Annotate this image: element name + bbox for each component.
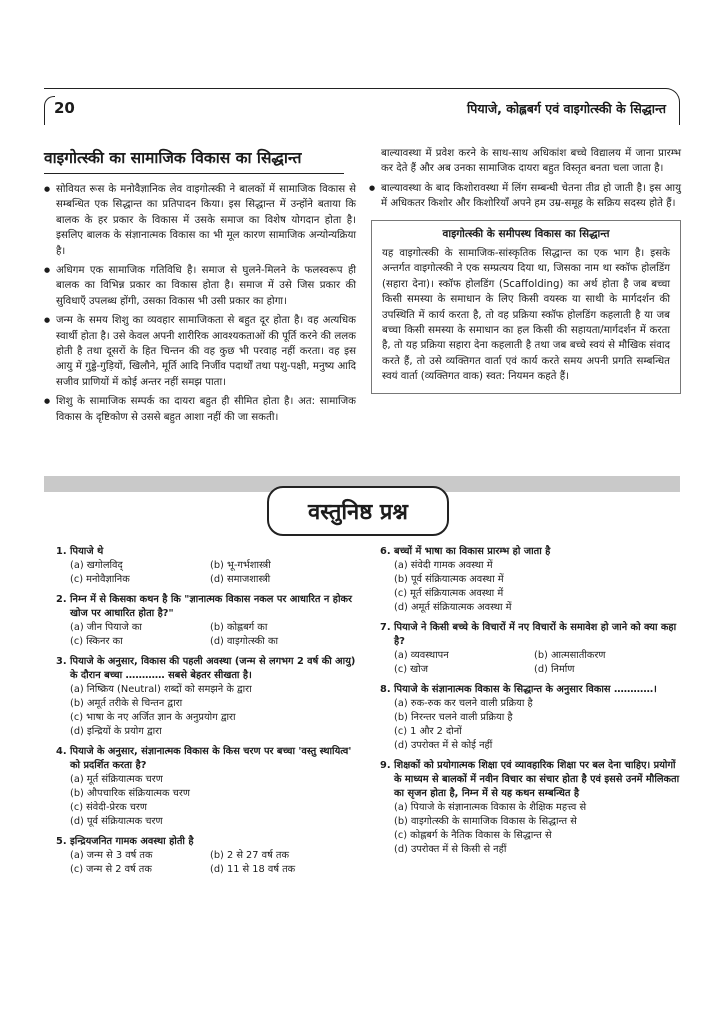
objective-questions-banner: वस्तुनिष्ठ प्रश्न [267,486,449,536]
question-item [380,545,680,615]
options-list [394,801,680,857]
question-number: 1. [56,546,67,557]
question-stem [56,655,356,683]
answer-option: (c) भाषा के नए अर्जित ज्ञान के अनुप्रयोग द्वारा [70,712,236,723]
answer-option: (d) उपरोक्त में से किसी से नहीं [394,844,507,855]
left-bullet-list [44,182,356,425]
answer-option: (c) मनोवैज्ञानिक [70,574,130,585]
bullet-item: ● शिशु के सामाजिक सम्पर्क का दायरा बहुत ही सीमित होता है। अत: सामाजिक विकास के दृष्टिकोण से उससे बहुत आशा नहीं की जा सकती। [44,394,356,425]
right-column [369,146,681,394]
options-list [70,773,356,829]
options-list [394,559,680,615]
answer-option: (c) संवेदी-प्रेरक चरण [70,802,148,813]
answer-option: (a) जीन पियाजे का [70,622,142,633]
answer-option: (d) अमूर्त संक्रियात्मक अवस्था में [394,602,512,613]
answer-option: (c) स्किनर का [70,636,123,647]
question-item [56,745,356,829]
running-title: पियाजे, कोह्लबर्ग एवं वाइगोत्स्की के सिद्धान्त [467,101,666,116]
answer-option: (c) खोज [394,664,428,675]
question-stem [56,593,356,621]
questions-right-column [380,545,680,863]
question-number: 5. [56,836,67,847]
answer-option: (a) संवेदी गामक अवस्था में [394,560,493,571]
question-number: 9. [380,760,391,771]
question-number: 7. [380,622,391,633]
question-stem [56,545,356,559]
question-number: 3. [56,656,67,667]
answer-option: (b) वाइगोत्स्की के सामाजिक विकास के सिद्धान्त से [394,816,577,827]
section-title: वाइगोत्स्की का सामाजिक विकास का सिद्धान्त [44,149,302,167]
question-stem [380,545,680,559]
question-number: 8. [380,684,391,695]
question-text: इन्द्रियजनित गामक अवस्था होती है [70,836,194,847]
question-item [56,593,356,649]
question-text: पियाजे के अनुसार, विकास की पहली अवस्था (जन्म से लगभग 2 वर्ष की आयु) के दौरान बच्चा ………… सबसे बेहतर सीखता है। [70,656,356,681]
question-item [56,835,356,877]
question-text: निम्न में से किसका कथन है कि "ज्ञानात्मक विकास नकल पर आधारित न होकर खोज पर आधारित होता है?" [70,594,353,619]
question-item [380,683,680,753]
zpd-box [371,220,681,394]
question-stem [56,745,356,773]
question-text: शिक्षकों को प्रयोगात्मक शिक्षा एवं व्यावहारिक शिक्षा पर बल देना चाहिए। प्रयोगों के माध्यम से बालकों में नवीन विचार का संचार होता है एवं इससे उनमें मौलिकता का सृजन होता है, निम्न में से यह कथन सम्बन्धित है [394,760,680,799]
answer-option: (d) वाइगोत्स्की का [210,636,279,647]
answer-option: (b) आत्मसातीकरण [534,650,606,661]
question-stem [380,759,680,801]
question-stem [380,683,680,697]
answer-option: (c) कोह्लबर्ग के नैतिक विकास के सिद्धान्त से [394,830,552,841]
box-title: वाइगोत्स्की के समीपस्थ विकास का सिद्धान्त [442,227,610,240]
answer-option: (a) रुक-रुक कर चलने वाली प्रक्रिया है [394,698,533,709]
answer-option: (a) निष्क्रिय (Neutral) शब्दों को समझने के द्वारा [70,684,252,695]
answer-option: (a) खगोलविद् [70,560,123,571]
answer-option: (d) इन्द्रियों के प्रयोग द्वारा [70,726,162,737]
question-text: पियाजे थे [70,546,104,557]
title-underline [44,173,344,174]
question-text: पियाजे के संज्ञानात्मक विकास के सिद्धान्त के अनुसार विकास …………। [394,684,657,695]
options-list [394,697,680,753]
bullet-item: ● जन्म के समय शिशु का व्यवहार सामाजिकता से बहुत दूर होता है। वह अत्यधिक स्वार्थी होता है। उसे केवल अपनी शारीरिक आवश्यकताओं की पूर्ति करने की ललक होती है तथा दूसरों के हित चिन्तन की वह कुछ भी परवाह नहीं करता। वह इस आयु में गुड्डे-गुड़ियों, खिलौने, मूर्ति आदि निर्जीव पदार्थों तथा पशु-पक्षी, मनुष्य आदि सजीव प्राणियों में कोई अन्तर नहीं समझ पाता। [44,313,356,390]
question-number: 2. [56,594,67,605]
question-text: बच्चों में भाषा का विकास प्रारम्भ हो जाता है [394,546,551,557]
answer-option: (d) 11 से 18 वर्ष तक [210,864,296,875]
question-text: पियाजे ने किसी बच्चे के विचारों में नए विचारों के समावेश हो जाने को क्या कहा है? [394,622,677,647]
left-column [44,148,356,429]
question-item [380,759,680,857]
question-stem [56,835,356,849]
answer-option: (c) मूर्त संक्रियात्मक अवस्था में [394,588,504,599]
answer-option: (b) पूर्व संक्रियात्मक अवस्था में [394,574,504,585]
answer-option: (a) मूर्त संक्रियात्मक चरण [70,774,163,785]
question-stem [380,621,680,649]
answer-option: (c) 1 और 2 दोनों [394,726,462,737]
answer-option: (d) समाजशास्त्री [210,574,271,585]
answer-option: (d) निर्माण [534,664,575,675]
answer-option: (b) अमूर्त तरीके से चिन्तन द्वारा [70,698,183,709]
answer-option: (b) निरन्तर चलने वाली प्रक्रिया है [394,712,513,723]
question-item [380,621,680,677]
page-number: 20 [54,99,75,117]
question-number: 6. [380,546,391,557]
right-bullet-list [369,181,681,212]
box-body: यह वाइगोत्स्की के सामाजिक-सांस्कृतिक सिद्धान्त का एक भाग है। इसके अन्तर्गत वाइगोत्स्की ने एक सम्प्रत्यय दिया था, जिसका नाम था स्कॉफ होलडिंग (सहारा देना)। स्कॉफ होलडिंग (Scaffolding) का अर्थ होता है जब बच्चा किसी समस्या के समाधान के लिए किसी वयस्क या साथी के मार्गदर्शन की उपस्थिति में कार्य करता है, तो वह प्रक्रिया स्कॉफ होलडिंग कहलाती है या जब बच्चा किसी समस्या के समाधान का हल किसी की सहायता/मार्गदर्शन में करता है, तो यह प्रक्रिया सहारा देना कहलाती है तथा जब बच्चे स्वयं से मौखिक संवाद करते हैं, तो उसे व्यक्तिगत वार्ता एवं कार्य करते समय अपनी प्रगति सम्बन्धित स्वयं वार्ता (व्यक्तिगत वाक) स्वत: नियमन कहते हैं। [382,248,670,383]
answer-option: (b) भू-गर्भशास्त्री [210,560,271,571]
answer-option: (d) उपरोक्त में से कोई नहीं [394,740,493,751]
questions-left-column [56,545,356,883]
bullet-item: ● सोवियत रूस के मनोवैज्ञानिक लेव वाइगोत्स्की ने बालकों में सामाजिक विकास से सम्बन्धित एक सिद्धान्त का प्रतिपादन किया। इस सिद्धान्त में उन्होंने बताया कि बालक के हर प्रकार के विकास में उसके समाज का विशेष योगदान होता है। इसलिए बालक के संज्ञानात्मक विकास का भी मूल कारण सामाजिक अन्योन्यक्रिया है। [44,182,356,259]
answer-option: (a) जन्म से 3 वर्ष तक [70,850,153,861]
bullet-item: ● बाल्यावस्था के बाद किशोरावस्था में लिंग सम्बन्धी चेतना तीव्र हो जाती है। इस आयु में अधिकतर किशोर और किशोरियाँ अपने हम उम्र-समूह के सक्रिय सदस्य होते हैं। [369,181,681,212]
question-item [56,545,356,587]
answer-option: (b) कोह्लबर्ग का [210,622,268,633]
answer-option: (b) औपचारिक संक्रियात्मक चरण [70,788,190,799]
options-list [70,849,356,877]
answer-option: (b) 2 से 27 वर्ष तक [210,850,289,861]
answer-option: (c) जन्म से 2 वर्ष तक [70,864,152,875]
options-list [70,621,356,649]
answer-option: (a) व्यवस्थापन [394,650,449,661]
question-text: पियाजे के अनुसार, संज्ञानात्मक विकास के किस चरण पर बच्चा 'वस्तु स्थायित्व' को प्रदर्शित करता है? [70,746,352,771]
options-list [70,559,356,587]
continuation-paragraph: बाल्यावस्था में प्रवेश करने के साथ-साथ अधिकांश बच्चे विद्यालय में जाना प्रारम्भ कर देते हैं और अब उनका सामाजिक दायरा बहुत विस्तृत बनता चला जाता है। [381,148,681,175]
options-list [70,683,356,739]
options-list [394,649,680,677]
question-number: 4. [56,746,67,757]
answer-option: (d) पूर्व संक्रियात्मक चरण [70,816,163,827]
bullet-item: ● अधिगम एक सामाजिक गतिविधि है। समाज से घुलने-मिलने के फलस्वरूप ही बालक का विभिन्न प्रकार का विकास होता है। समाज में उसे जिस प्रकार की सुविधाएँ उपलब्ध होंगी, उसका विकास भी उसी प्रकार का होगा। [44,263,356,309]
question-item [56,655,356,739]
answer-option: (a) पियाजे के संज्ञानात्मक विकास के शैक्षिक महत्त्व से [394,802,587,813]
